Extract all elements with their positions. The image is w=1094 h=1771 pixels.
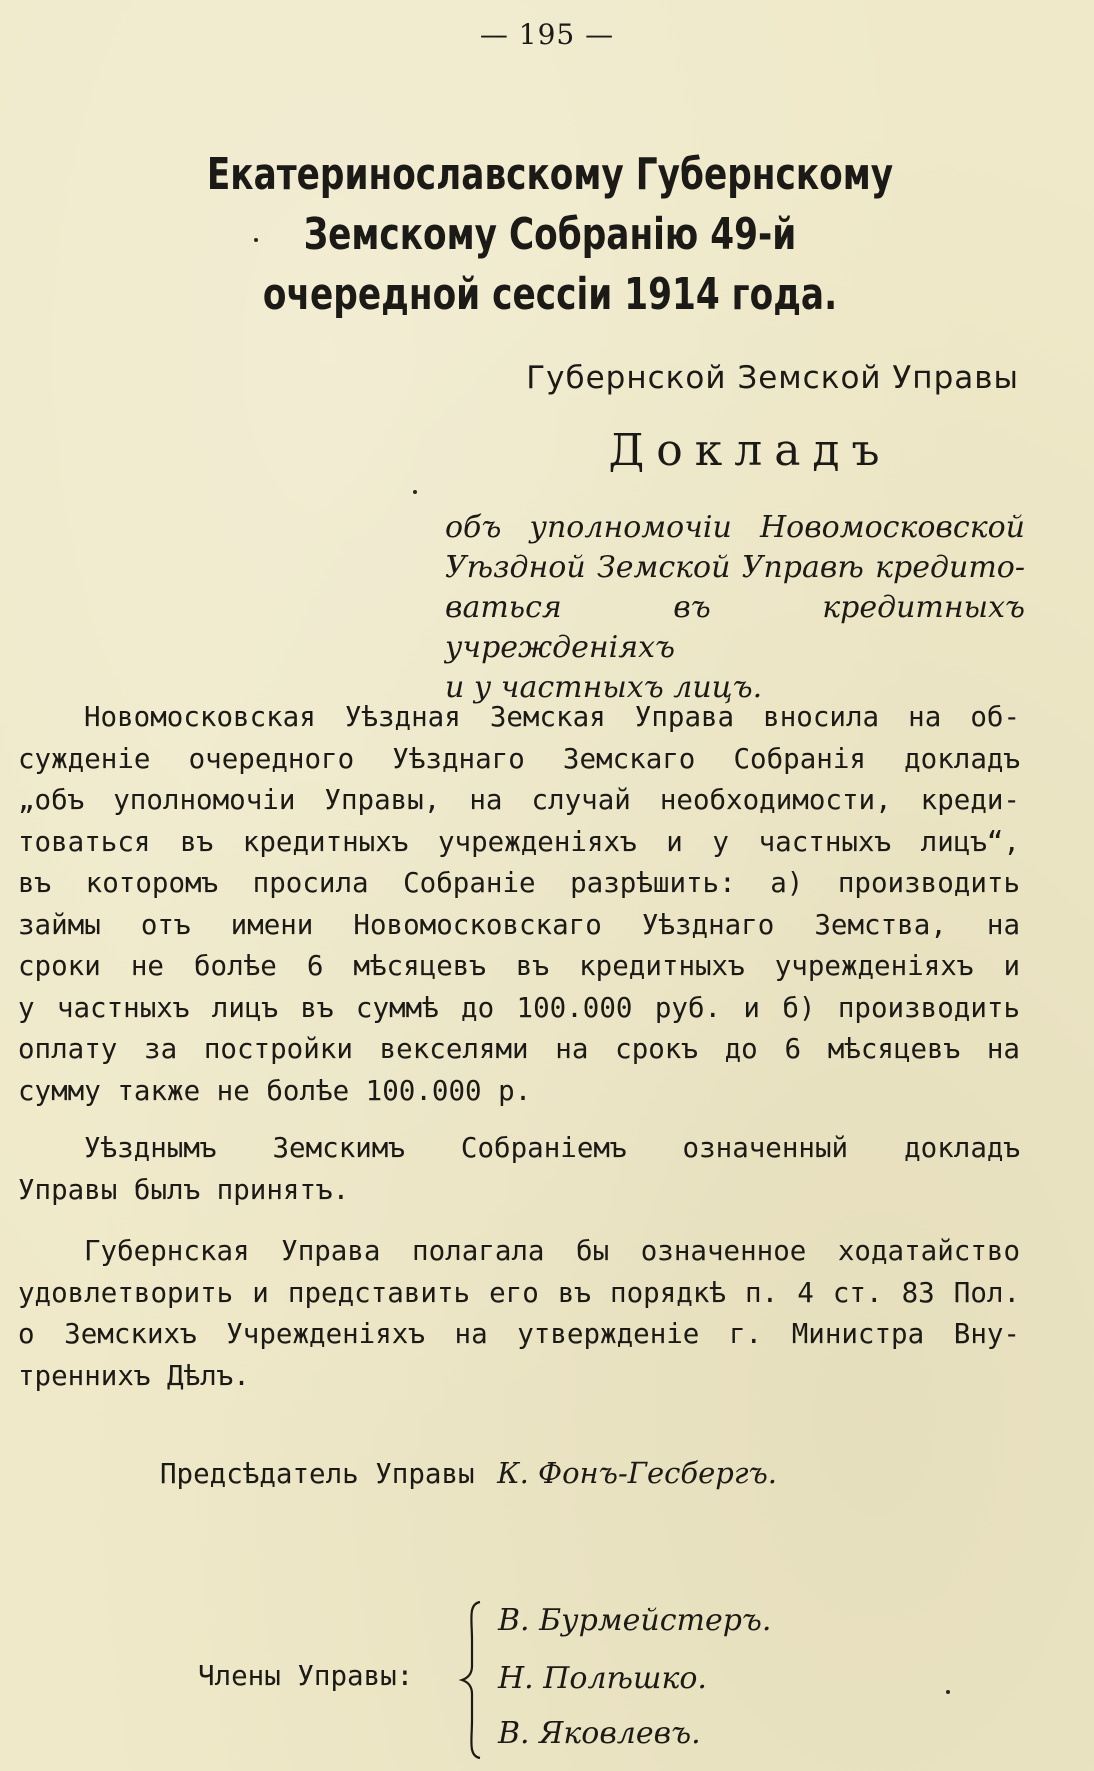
heading-line-1: Екатеринославскому Губернскому Земскому Собранію 49-й	[206, 149, 894, 260]
heading-line-2: очередной сессіи 1914 года.	[262, 269, 838, 320]
ink-speck	[413, 490, 417, 494]
text-line: о Земскихъ Учрежденіяхъ на утвержденіе г. Министра Вну-	[18, 1318, 1020, 1350]
curly-brace-icon	[458, 1600, 484, 1760]
ink-speck	[254, 238, 258, 242]
text-line: сроки не болѣе 6 мѣсяцевъ въ кредитныхъ учрежденіяхъ и	[18, 950, 1020, 982]
chairman-signature: К. Фонъ-Гесбергъ.	[497, 1456, 778, 1490]
member-name: В. Яковлевъ.	[498, 1716, 701, 1751]
member-name: В. Бурмейстеръ.	[498, 1603, 772, 1638]
subject-line: и у частныхъ лицъ.	[445, 670, 763, 705]
text-line: треннихъ Дѣлъ.	[18, 1359, 250, 1392]
paragraph-1	[18, 697, 1020, 1112]
text-line: Губернская Управа полагала бы означенное ходатайство	[84, 1235, 1020, 1267]
text-line: удовлетворить и представить его въ порядкѣ п. 4 ст. 83 Пол.	[18, 1276, 1020, 1309]
text-line: Уѣзднымъ Земскимъ Собраніемъ означенный докладъ	[84, 1132, 1020, 1164]
document-subject	[445, 508, 1025, 708]
text-line: Управы былъ принятъ.	[18, 1173, 350, 1206]
paragraph-3	[18, 1231, 1020, 1397]
members-label: Члены Управы:	[198, 1660, 414, 1692]
text-line: сумму также не болѣе 100.000 р.	[18, 1074, 532, 1107]
document-title: Докладъ	[608, 425, 892, 476]
text-line: займы отъ имени Новомосковскаго Уѣзднаго Земства, на	[18, 908, 1020, 941]
organization-name: Губернской Земской Управы	[526, 360, 1019, 396]
subject-line: объ уполномочіи Новомосковской	[445, 510, 1025, 545]
chairman-signature-block	[160, 1456, 777, 1490]
paragraph-2	[18, 1128, 1020, 1211]
ink-speck	[946, 1690, 950, 1694]
text-line: сужденіе очередного Уѣзднаго Земскаго Собранія докладъ	[18, 742, 1020, 775]
document-heading	[160, 145, 940, 325]
text-line: въ которомъ просила Собраніе разрѣшить: а) производить	[18, 867, 1020, 899]
page-number: — 195 —	[479, 18, 615, 51]
member-name: Н. Полѣшко.	[498, 1661, 707, 1696]
text-line: у частныхъ лицъ въ суммѣ до 100.000 руб. и б) производить	[18, 991, 1020, 1024]
text-line: „объ уполномочіи Управы, на случай необходимости, креди-	[18, 784, 1020, 816]
subject-line: ваться въ кредитныхъ учрежденіяхъ	[445, 590, 1025, 665]
chairman-label: Предсѣдатель Управы	[160, 1458, 475, 1490]
text-line: оплату за постройки векселями на срокъ до 6 мѣсяцевъ на	[18, 1033, 1020, 1065]
subject-line: Уѣздной Земской Управѣ кредито-	[445, 550, 1025, 585]
text-line: товаться въ кредитныхъ учрежденіяхъ и у частныхъ лицъ“,	[18, 825, 1020, 858]
text-line: Новомосковская Уѣздная Земская Управа вносила на об-	[84, 701, 1020, 733]
